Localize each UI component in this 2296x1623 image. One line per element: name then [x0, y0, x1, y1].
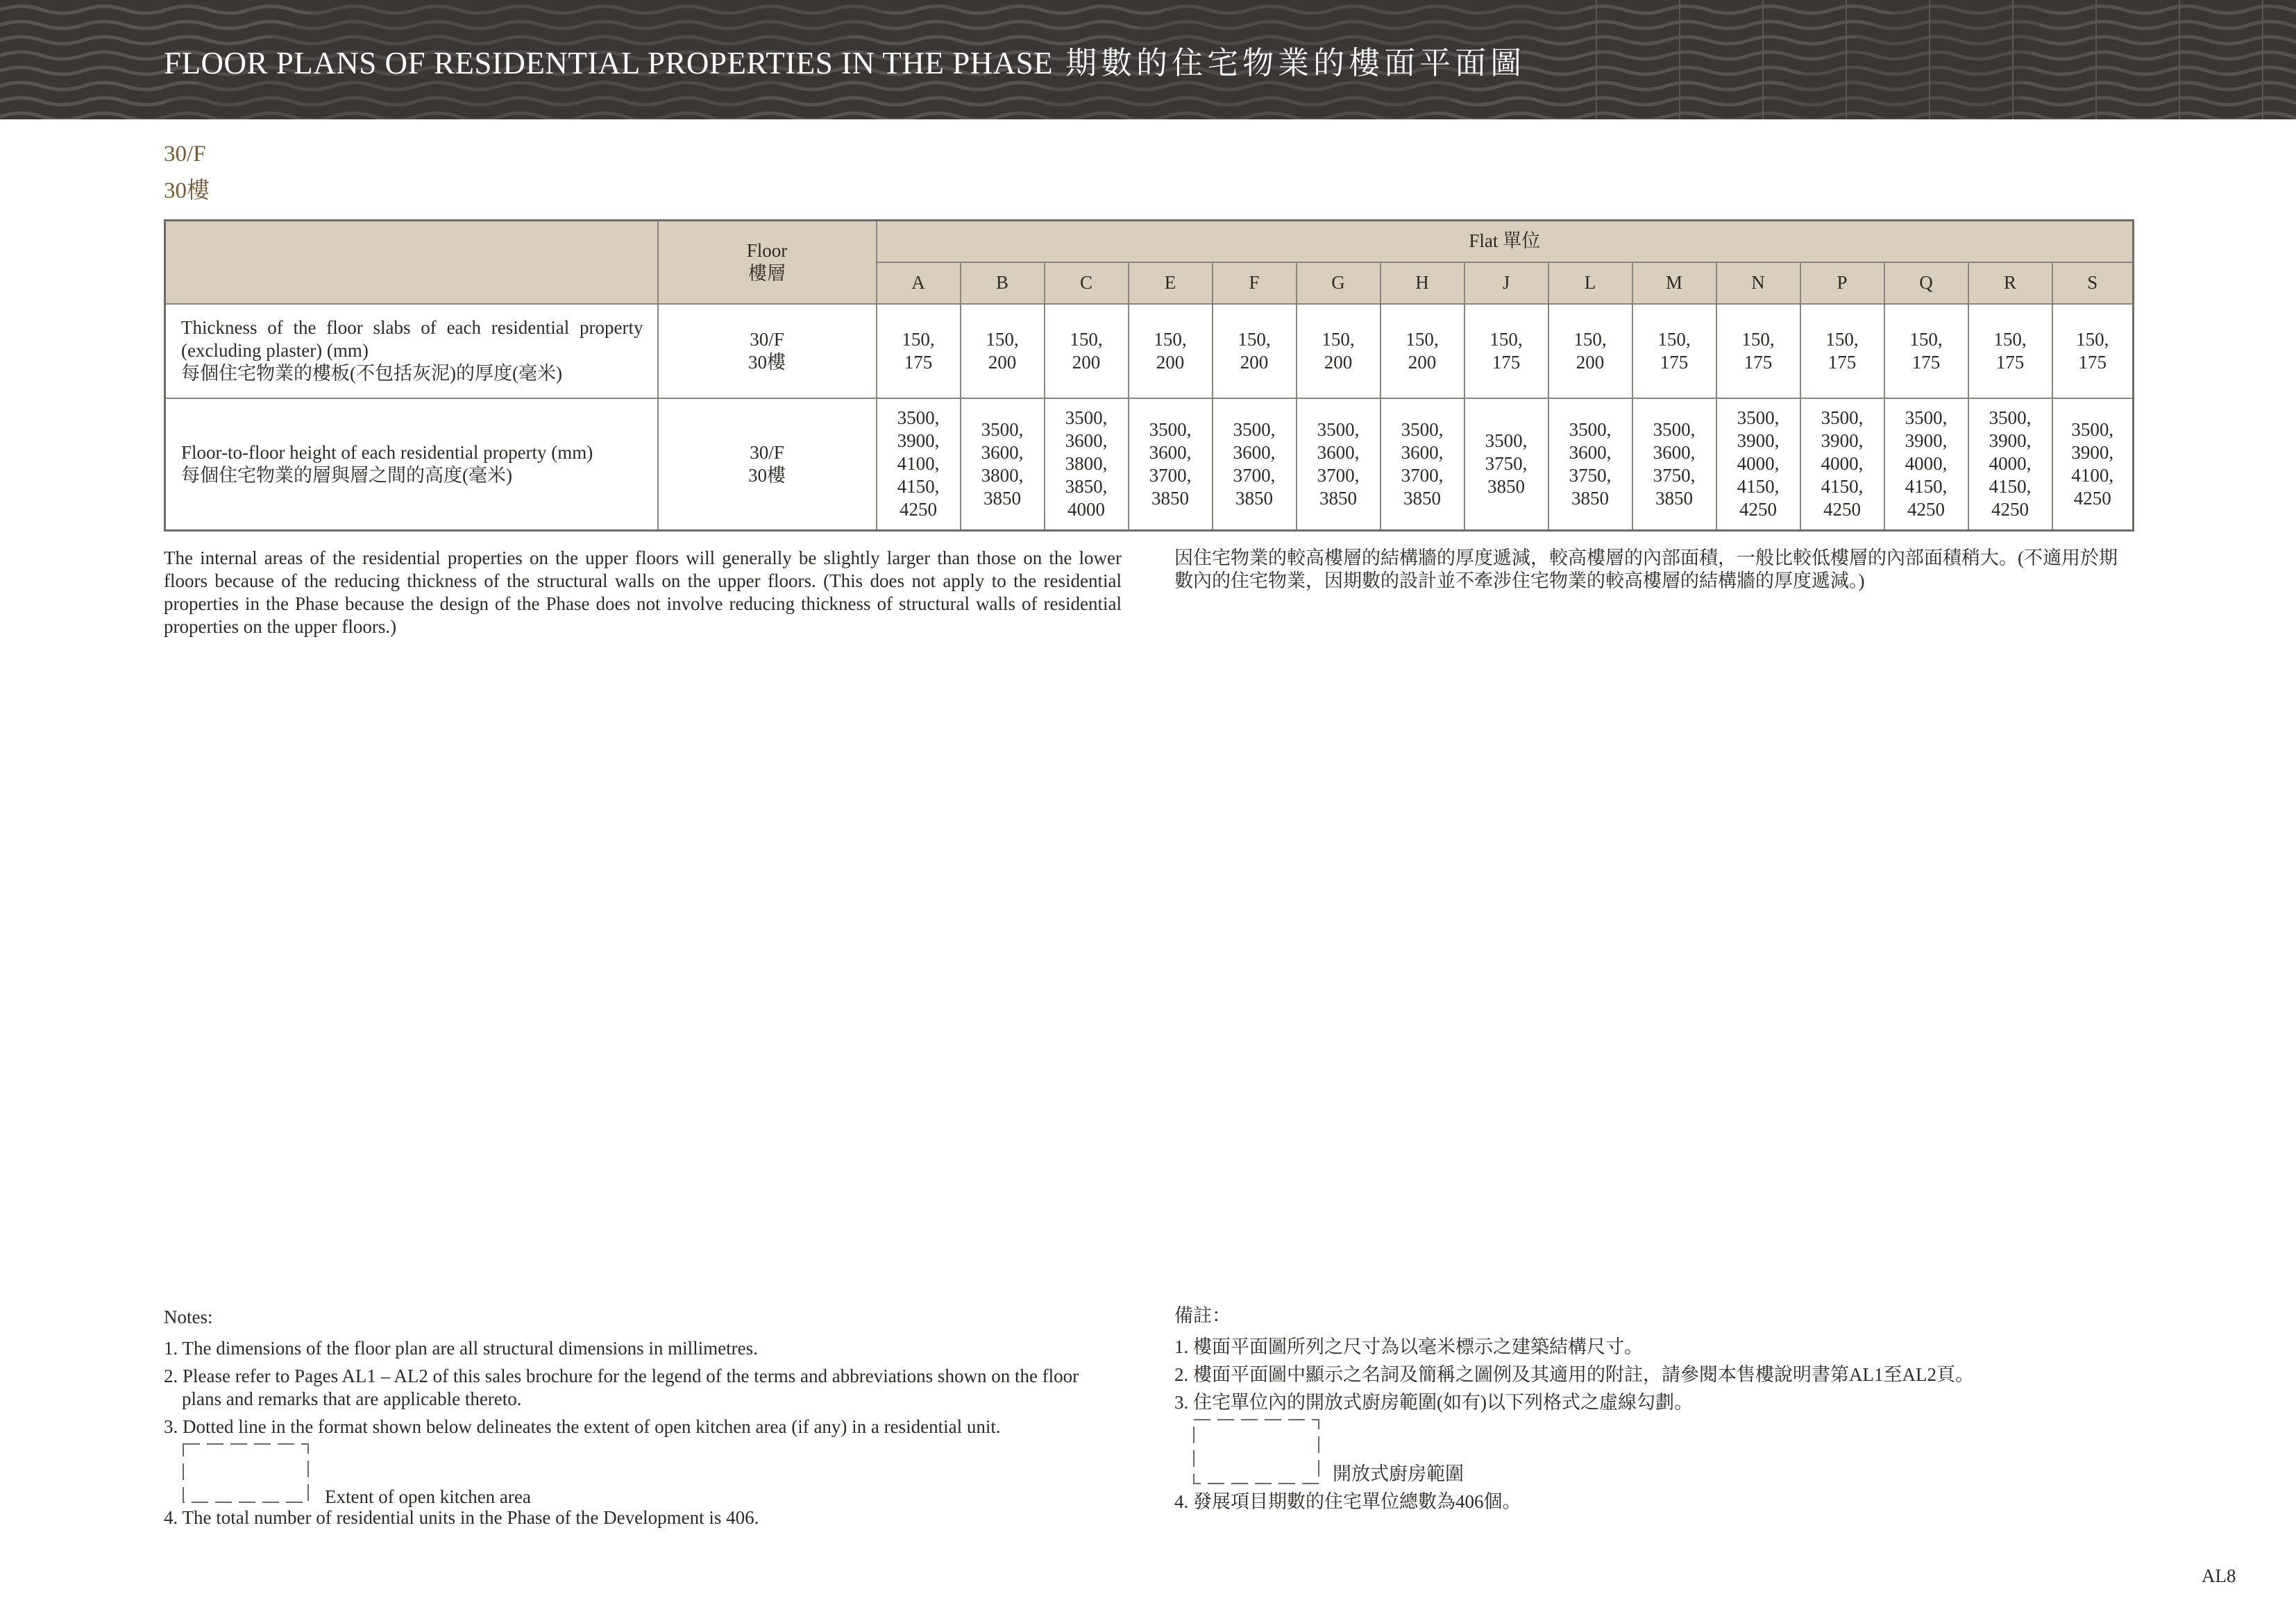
value-line: 175 [1995, 351, 2025, 373]
floor-label-en: 30/F [164, 142, 206, 167]
flat-col-header: E [1129, 262, 1213, 304]
value-line: 4250 [1907, 499, 1945, 520]
value-line: 3500, [1989, 407, 2032, 428]
value-line: 175 [1744, 351, 1773, 373]
floor-header-zh: 樓層 [748, 262, 786, 284]
flat-col-header: L [1548, 262, 1632, 304]
value-line: 150, [1573, 328, 1607, 350]
value-line: 200 [1576, 351, 1605, 373]
value-line: 3500, [1821, 407, 1864, 428]
value-line: 150, [1154, 328, 1187, 350]
row-floor-zh: 30樓 [748, 351, 786, 373]
note-4-zh: 4. 發展項目期數的住宅單位總數為406個。 [1174, 1491, 1521, 1512]
note-3-en: 3. Dotted line in the format shown below delineates the extent of open kitchen area (if any) in a residential unit. [164, 1416, 1001, 1437]
value-line: 3600, [1149, 441, 1192, 463]
value-line: 150, [1070, 328, 1103, 350]
slab-thickness-row [165, 304, 2134, 398]
row-desc-zh: 每個住宅物業的層與層之間的高度(毫米) [181, 464, 512, 486]
row-description [165, 398, 658, 531]
value-cell [961, 398, 1045, 531]
value-line: 4150, [1905, 476, 1948, 497]
value-line: 3900, [1905, 430, 1948, 451]
flat-col-header: G [1297, 262, 1381, 304]
value-line: 3750, [1485, 453, 1528, 474]
value-line: 150, [1993, 328, 2027, 350]
value-line: 175 [904, 351, 933, 373]
upper-floor-note-en: The internal areas of the residential properties on the upper floors will generally be slightly larger than those on the lower floors because of the reducing thickness of the structural walls on the upper floors. (This does not apply to the residential properties in the Phase because the design of the Phase does not involve reducing thickness of structural walls of residential properties on the upper floors.) [164, 547, 1122, 637]
row-floor-en: 30/F [750, 441, 784, 463]
note-4-en: 4. The total number of residential units in the Phase of the Development is 406. [164, 1507, 759, 1528]
value-line: 3800, [1065, 453, 1108, 474]
value-line: 3500, [1317, 418, 1360, 440]
value-line: 3900, [1821, 430, 1864, 451]
value-line: 3850 [1319, 487, 1357, 509]
flat-col-header: J [1464, 262, 1548, 304]
flat-col-header: R [1968, 262, 2052, 304]
floor-header [658, 221, 877, 304]
value-line: 3600, [1653, 441, 1696, 463]
kitchen-legend-zh [1174, 1414, 2132, 1488]
value-line: 200 [1072, 351, 1101, 373]
value-line: 3700, [1317, 464, 1360, 486]
value-line: 175 [1492, 351, 1521, 373]
value-line: 3600, [1065, 430, 1108, 451]
value-line: 4250 [1991, 499, 2029, 520]
notes-en [164, 1306, 1156, 1534]
value-line: 150, [1238, 328, 1271, 350]
value-cell [1800, 398, 1884, 531]
value-line: 4000, [1905, 453, 1948, 474]
value-cell [1800, 304, 1884, 398]
value-line: 4250 [1739, 499, 1777, 520]
notes-zh [1174, 1305, 2132, 1518]
row-desc-en-line1: Thickness of the floor slabs of each residential property [181, 317, 643, 338]
value-line: 200 [988, 351, 1017, 373]
value-line: 150, [1741, 328, 1775, 350]
value-cell [1968, 304, 2052, 398]
row-floor-cell [658, 398, 877, 531]
note-1-zh: 1. 樓面平面圖所列之尺寸為以毫米標示之建築結構尺寸。 [1174, 1336, 1643, 1357]
value-line: 3500, [1653, 418, 1696, 440]
value-line: 3900, [897, 430, 940, 451]
value-cell [1381, 398, 1464, 531]
value-line: 3700, [1149, 464, 1192, 486]
table-corner-cell [165, 221, 658, 304]
value-cell [2052, 398, 2134, 531]
value-cell [877, 398, 961, 531]
note-2-en-line1: 2. Please refer to Pages AL1 – AL2 of this sales brochure for the legend of the terms and abbreviations shown on the floor [164, 1366, 1079, 1386]
page-title-zh: 期數的住宅物業的樓面平面圖 [1065, 46, 1526, 80]
dashed-box-icon [1191, 1416, 1323, 1488]
value-line: 150, [902, 328, 935, 350]
value-cell [1632, 398, 1716, 531]
value-cell [1884, 398, 1968, 531]
value-line: 175 [1911, 351, 1941, 373]
kitchen-legend-en [164, 1438, 1156, 1506]
value-line: 3500, [1401, 418, 1444, 440]
floor-height-row [165, 398, 2134, 531]
row-floor-en: 30/F [750, 328, 784, 350]
flat-col-header: H [1381, 262, 1464, 304]
row-description [165, 304, 658, 398]
value-line: 4150, [897, 476, 940, 497]
value-line: 3800, [981, 464, 1024, 486]
kitchen-legend-label-en: Extent of open kitchen area [325, 1486, 531, 1507]
value-line: 4100, [2071, 464, 2114, 486]
value-line: 3700, [1401, 464, 1444, 486]
value-line: 175 [1827, 351, 1857, 373]
note-2-en-block [164, 1365, 1156, 1411]
flat-col-header: A [877, 262, 961, 304]
value-line: 150, [1825, 328, 1859, 350]
value-line: 4000 [1067, 499, 1105, 520]
value-line: 150, [2076, 328, 2109, 350]
value-line: 4100, [897, 453, 940, 474]
value-line: 175 [1660, 351, 1689, 373]
value-line: 3500, [2071, 418, 2114, 440]
notes-heading-zh: 備註： [1174, 1305, 1231, 1326]
value-line: 150, [986, 328, 1019, 350]
value-line: 200 [1240, 351, 1269, 373]
value-line: 3600, [981, 441, 1024, 463]
dashed-box-icon [180, 1440, 312, 1506]
value-line: 3850 [1151, 487, 1189, 509]
value-cell [1213, 304, 1297, 398]
value-line: 3500, [1233, 418, 1276, 440]
value-line: 175 [2078, 351, 2107, 373]
flat-col-header: B [961, 262, 1045, 304]
value-cell [1548, 304, 1632, 398]
value-line: 150, [1909, 328, 1943, 350]
value-cell [1129, 304, 1213, 398]
value-cell [1548, 398, 1632, 531]
value-cell [1968, 398, 2052, 531]
value-line: 4150, [1737, 476, 1780, 497]
value-line: 3750, [1569, 464, 1612, 486]
page-title [164, 37, 1526, 83]
value-cell [961, 304, 1045, 398]
value-line: 150, [1322, 328, 1355, 350]
flat-col-header: F [1213, 262, 1297, 304]
value-line: 3850 [1487, 476, 1525, 497]
flat-col-header: N [1716, 262, 1800, 304]
value-line: 3700, [1233, 464, 1276, 486]
value-cell [1045, 398, 1129, 531]
value-cell [1464, 398, 1548, 531]
flat-header: Flat 單位 [877, 221, 2134, 262]
note-2-zh: 2. 樓面平面圖中顯示之名詞及簡稱之圖例及其適用的附註，請參閱本售樓說明書第AL1至AL2頁。 [1174, 1364, 1974, 1385]
value-cell [1464, 304, 1548, 398]
row-floor-zh: 30樓 [748, 464, 786, 486]
value-line: 3500, [897, 407, 940, 428]
notes-heading-en: Notes: [164, 1307, 213, 1327]
page-number: AL8 [2202, 1565, 2236, 1586]
row-desc-en-line1: Floor-to-floor height of each residential property (mm) [181, 441, 593, 463]
value-line: 3500, [1149, 418, 1192, 440]
value-line: 3850, [1065, 476, 1108, 497]
floor-header-en: Floor [746, 239, 788, 261]
value-line: 3500, [1737, 407, 1780, 428]
value-line: 150, [1406, 328, 1439, 350]
value-line: 4000, [1821, 453, 1864, 474]
value-line: 3850 [984, 487, 1021, 509]
value-line: 3500, [1065, 407, 1108, 428]
floor-specs-table [164, 219, 2134, 532]
value-line: 3900, [1737, 430, 1780, 451]
row-floor-cell [658, 304, 877, 398]
note-2-en-line2: plans and remarks that are applicable thereto. [182, 1388, 522, 1409]
value-line: 3850 [1403, 487, 1441, 509]
note-3-zh: 3. 住宅單位內的開放式廚房範圍(如有)以下列格式之虛線勾劃。 [1174, 1392, 1693, 1413]
value-cell [877, 304, 961, 398]
upper-floor-note-zh: 因住宅物業的較高樓層的結構牆的厚度遞減，較高樓層的內部面積，一般比較低樓層的內部面積稍大。(不適用於期數內的住宅物業，因期數的設計並不牽涉住宅物業的較高樓層的結構牆的厚度遞減。) [1174, 547, 2118, 591]
value-line: 3850 [1571, 487, 1609, 509]
value-line: 200 [1156, 351, 1185, 373]
value-line: 200 [1324, 351, 1353, 373]
value-line: 4250 [900, 499, 937, 520]
value-line: 150, [1489, 328, 1523, 350]
value-cell [1129, 398, 1213, 531]
value-line: 3850 [1235, 487, 1273, 509]
value-line: 3500, [1569, 418, 1612, 440]
value-line: 4250 [1823, 499, 1861, 520]
flat-col-header: S [2052, 262, 2134, 304]
header-banner [0, 0, 2296, 119]
value-line: 4150, [1989, 476, 2032, 497]
value-line: 3500, [1905, 407, 1948, 428]
value-cell [1213, 398, 1297, 531]
value-line: 4250 [2073, 487, 2111, 509]
row-desc-zh: 每個住宅物業的樓板(不包括灰泥)的厚度(毫米) [181, 363, 562, 384]
page-title-en: FLOOR PLANS OF RESIDENTIAL PROPERTIES IN THE PHASE [164, 46, 1054, 80]
value-cell [1381, 304, 1464, 398]
value-cell [1297, 304, 1381, 398]
row-desc-en-line2: (excluding plaster) (mm) [181, 340, 369, 361]
value-cell [2052, 304, 2134, 398]
value-line: 3500, [981, 418, 1024, 440]
value-line: 4000, [1737, 453, 1780, 474]
value-line: 3900, [2071, 441, 2114, 463]
floor-label-zh: 30樓 [164, 178, 210, 203]
value-cell [1045, 304, 1129, 398]
value-line: 3850 [1655, 487, 1693, 509]
value-line: 3600, [1317, 441, 1360, 463]
value-line: 4150, [1821, 476, 1864, 497]
kitchen-legend-label-zh: 開放式廚房範圍 [1333, 1463, 1464, 1484]
flat-col-header: M [1632, 262, 1716, 304]
value-cell [1716, 398, 1800, 531]
value-cell [1632, 304, 1716, 398]
flat-col-header: C [1045, 262, 1129, 304]
value-line: 3600, [1401, 441, 1444, 463]
value-cell [1716, 304, 1800, 398]
value-line: 3600, [1233, 441, 1276, 463]
note-1-en: 1. The dimensions of the floor plan are all structural dimensions in millimetres. [164, 1338, 758, 1359]
value-line: 3500, [1485, 430, 1528, 451]
flat-col-header: P [1800, 262, 1884, 304]
value-cell [1297, 398, 1381, 531]
value-cell [1884, 304, 1968, 398]
value-line: 3900, [1989, 430, 2032, 451]
value-line: 3750, [1653, 464, 1696, 486]
value-line: 150, [1657, 328, 1691, 350]
value-line: 200 [1408, 351, 1437, 373]
value-line: 4000, [1989, 453, 2032, 474]
flat-col-header: Q [1884, 262, 1968, 304]
value-line: 3600, [1569, 441, 1612, 463]
